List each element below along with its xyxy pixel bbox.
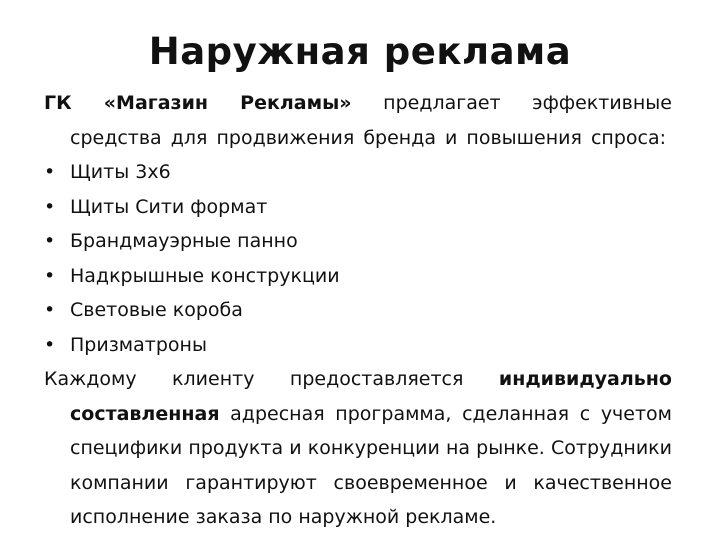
company-name: ГК «Магазин Рекламы» xyxy=(44,92,352,114)
bullet-icon: • xyxy=(44,161,56,183)
list-item-label: Надкрышные конструкции xyxy=(70,264,340,287)
list-item-label: Щиты Сити формат xyxy=(70,195,268,218)
services-list xyxy=(44,155,672,362)
list-item xyxy=(44,155,672,190)
bullet-icon: • xyxy=(44,299,56,321)
list-item xyxy=(44,328,672,363)
list-item-label: Световые короба xyxy=(70,299,243,321)
slide-body xyxy=(44,86,672,535)
bullet-icon: • xyxy=(44,195,56,218)
closing-emphasis: индивидуально составленная xyxy=(70,368,672,425)
list-item-label: Призматроны xyxy=(70,333,207,356)
intro-text: предлагает эффективные средства для продвижения бренда и повышения спроса: xyxy=(70,92,672,149)
slide-title: Наружная реклама xyxy=(148,30,572,73)
closing-paragraph xyxy=(44,362,672,535)
bullet-icon: • xyxy=(44,333,56,356)
bullet-icon: • xyxy=(44,230,56,252)
intro-paragraph xyxy=(44,86,672,155)
closing-text-end: адресная программа, сделанная с учетом специфики продукта и конкуренции на рынке. Сотрудники компании гарантируют своевременное и качественное исполнение заказа по наружной рекламе. xyxy=(70,402,672,528)
list-item xyxy=(44,224,672,259)
bullet-icon: • xyxy=(44,264,56,287)
list-item xyxy=(44,190,672,225)
closing-text-start: Каждому клиенту предоставляется xyxy=(44,368,499,390)
list-item xyxy=(44,293,672,328)
list-item-label: Брандмауэрные панно xyxy=(70,230,298,252)
list-item-label: Щиты 3х6 xyxy=(70,161,171,183)
list-item xyxy=(44,259,672,294)
